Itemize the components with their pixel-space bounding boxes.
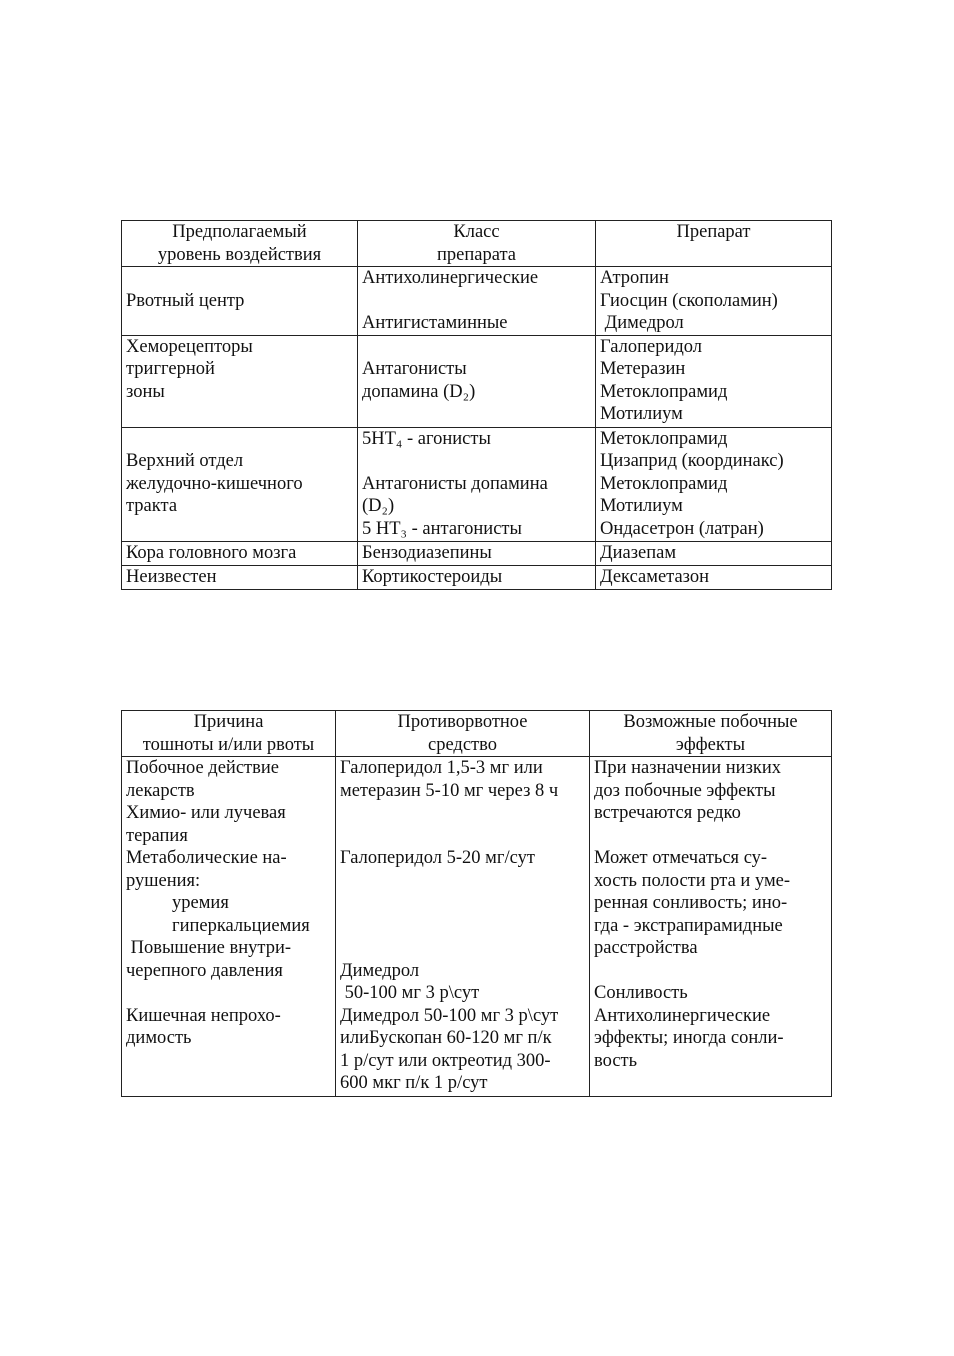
drug-cell: Атропин Гиосцин (скополамин) Димедрол (596, 267, 832, 336)
drug-cell: Метоклопрамид Цизаприд (координакс) Метоклопрамид Мотилиум Ондасетрон (латран) (596, 427, 832, 541)
table-row (122, 427, 832, 541)
header-level: Предполагаемый уровень воздействия (122, 221, 358, 267)
header-cause: Причина тошноты и/или рвоты (122, 711, 336, 757)
level-cell: Верхний отдел желудочно-кишечного тракта (122, 427, 358, 541)
table-row (122, 335, 832, 427)
table-header-row (122, 221, 832, 267)
side-effects-cell: При назначении низких доз побочные эффекты встречаются редко Может отмечаться су- хость полости рта и уме- ренная сонливость; ино- гда - экстрапирамидные расстройства Сонливость Антихолинергические эффекты; иногда сонли- вость (590, 757, 832, 1097)
class-cell: Кортикостероиды (358, 565, 596, 589)
table-row (122, 267, 832, 336)
antiemetic-levels-table (121, 220, 832, 590)
drug-cell: Дексаметазон (596, 565, 832, 589)
level-cell: Рвотный центр (122, 267, 358, 336)
header-class: Класс препарата (358, 221, 596, 267)
header-remedy: Противорвотное средство (336, 711, 590, 757)
drug-cell: Галоперидол Метеразин Метоклопрамид Мотилиум (596, 335, 832, 427)
level-cell: Кора головного мозга (122, 541, 358, 565)
header-side-effects: Возможные побочные эффекты (590, 711, 832, 757)
drug-cell: Диазепам (596, 541, 832, 565)
class-cell: Бензодиазепины (358, 541, 596, 565)
table-row (122, 757, 832, 1097)
table-row (122, 541, 832, 565)
cause-cell: Побочное действие лекарств Химио- или лучевая терапия Метаболические на- рушения: уремия гиперкальциемия Повышение внутри- черепного давления Кишечная непрохо- димость (122, 757, 336, 1097)
level-cell: Хеморецепторы триггерной зоны (122, 335, 358, 427)
header-drug: Препарат (596, 221, 832, 267)
table-row (122, 565, 832, 589)
class-cell: 5НТ₄ - агонисты Антагонисты допамина (D₂) 5 НТ₃ - антагонисты (358, 427, 596, 541)
class-cell: Антихолинергические Антигистаминные (358, 267, 596, 336)
nausea-causes-table (121, 710, 832, 1097)
level-cell: Неизвестен (122, 565, 358, 589)
table-header-row (122, 711, 832, 757)
class-cell: Антагонисты допамина (D₂) (358, 335, 596, 427)
remedy-cell: Галоперидол 1,5-3 мг или метеразин 5-10 мг через 8 ч Галоперидол 5-20 мг/сут Димедрол 50-100 мг 3 р\сут Димедрол 50-100 мг 3 р\сут илиБускопан 60-120 мг п/к 1 р/сут или октреотид 300- 600 мкг п/к 1 р/сут (336, 757, 590, 1097)
